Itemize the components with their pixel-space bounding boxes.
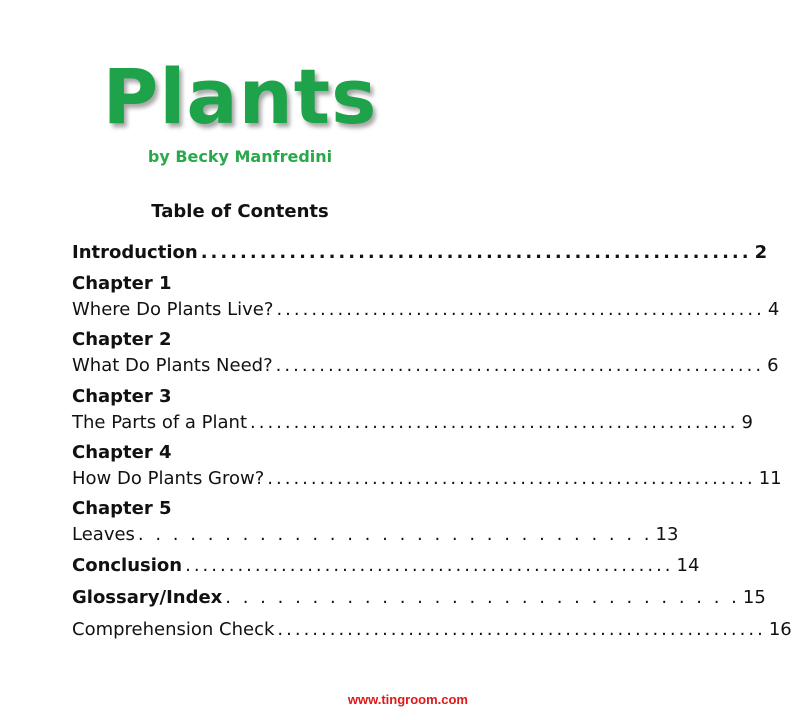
toc-entry-page: 15 — [742, 587, 766, 608]
toc-entry-label: Conclusion — [72, 555, 183, 576]
toc-entry-chapter-1 — [72, 297, 780, 323]
toc-entry-page: 11 — [758, 468, 782, 489]
chapter-heading-5: Chapter 5 — [72, 498, 172, 519]
dot-leader: ........................................................ — [200, 242, 752, 263]
book-title: Plants — [102, 52, 378, 141]
toc-entry-label: Introduction — [72, 242, 198, 263]
dot-leader: . . . . . . . . . . . . . . . . . . . . . . . . . . . . . . — [137, 524, 653, 545]
toc-entry-label: The Parts of a Plant — [72, 412, 248, 433]
toc-entry-comprehension-check — [72, 617, 792, 643]
toc-entry-label: How Do Plants Grow? — [72, 468, 265, 489]
author-line: by Becky Manfredini — [147, 147, 333, 166]
toc-entry-introduction — [72, 240, 768, 266]
toc-entry-label: Where Do Plants Live? — [72, 299, 274, 320]
toc-entry-page: 14 — [676, 555, 700, 576]
toc-entry-page: 16 — [768, 619, 792, 640]
dot-leader: ........................................................ — [276, 299, 765, 320]
toc-entry-glossary — [72, 585, 766, 611]
toc-entry-page: 13 — [655, 524, 679, 545]
toc-entry-page: 4 — [767, 299, 780, 320]
chapter-heading-4: Chapter 4 — [72, 442, 172, 463]
toc-entry-label: What Do Plants Need? — [72, 355, 273, 376]
toc-entry-label: Comprehension Check — [72, 619, 275, 640]
dot-leader: ........................................................ — [250, 412, 739, 433]
watermark: www.tingroom.com — [347, 692, 468, 707]
chapter-heading-3: Chapter 3 — [72, 386, 172, 407]
toc-heading: Table of Contents — [151, 201, 329, 222]
toc-entry-page: 9 — [741, 412, 753, 433]
dot-leader: ........................................................ — [275, 355, 765, 376]
toc-entry-label: Glossary/Index — [72, 587, 223, 608]
toc-entry-conclusion — [72, 553, 700, 579]
toc-entry-chapter-3 — [72, 410, 753, 436]
dot-leader: ........................................................ — [185, 555, 674, 576]
toc-entry-label: Leaves — [72, 524, 135, 545]
dot-leader: ........................................................ — [277, 619, 766, 640]
toc-entry-chapter-5 — [72, 522, 679, 548]
toc-entry-chapter-2 — [72, 353, 779, 379]
toc-entry-chapter-4 — [72, 466, 782, 492]
chapter-heading-1: Chapter 1 — [72, 273, 172, 294]
dot-leader: . . . . . . . . . . . . . . . . . . . . . . . . . . . . . . — [225, 587, 740, 608]
chapter-heading-2: Chapter 2 — [72, 329, 172, 350]
toc-entry-page: 2 — [754, 242, 768, 263]
toc-entry-page: 6 — [767, 355, 779, 376]
dot-leader: ........................................................ — [267, 468, 756, 489]
